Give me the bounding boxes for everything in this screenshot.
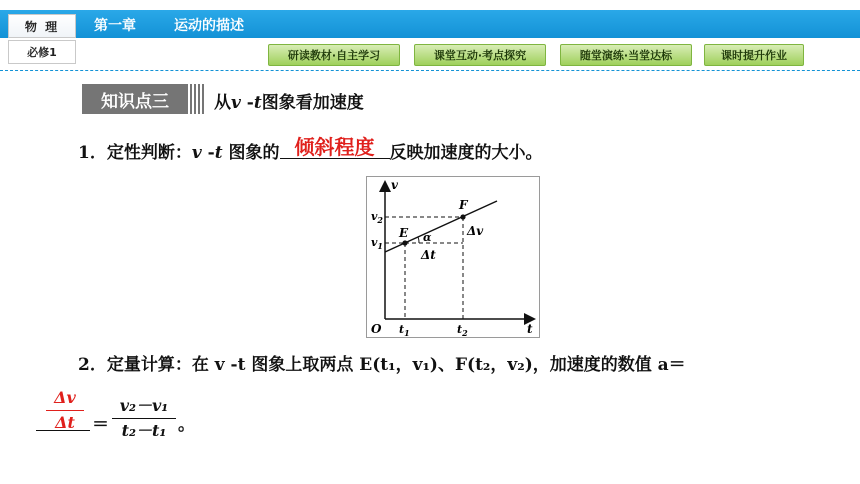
t1-label: $t_1$ xyxy=(399,323,410,337)
v1-label: $v_1$ xyxy=(371,236,383,251)
point-f xyxy=(460,214,465,219)
point-f-label: F xyxy=(459,198,468,212)
formula-period: 。 xyxy=(178,415,195,435)
quantitative-calculation: 2．定量计算：在 v -t 图象上取两点 E(t₁，v₁)、F(t₂，v₂)，加速度的数值 a＝ xyxy=(78,355,686,375)
chapter-label: 第一章 xyxy=(94,18,136,34)
v-t-graph-svg xyxy=(367,177,539,337)
point-e-label: E xyxy=(399,226,409,240)
chapter-title: 运动的描述 xyxy=(174,18,244,34)
equals-sign: ＝ xyxy=(92,415,109,435)
header-divider xyxy=(0,70,860,71)
tab-in-class-practice[interactable]: 随堂演练·当堂达标 xyxy=(560,44,692,66)
alpha-label: α xyxy=(423,231,432,244)
t-axis-label: t xyxy=(527,322,533,336)
delta-t-label: Δt xyxy=(421,248,436,262)
badge-bars-decoration xyxy=(190,84,204,114)
qualitative-judgment: 1．定性判断：v -t 图象的 倾斜程度 反映加速度的大小。 xyxy=(78,135,543,163)
t2-label: $t_2$ xyxy=(457,323,468,337)
v-t-graph xyxy=(366,176,540,338)
answer-blank-line xyxy=(36,430,90,431)
fill-blank-answer: 倾斜程度 xyxy=(280,136,390,159)
v-axis-label: v xyxy=(391,178,398,192)
v2-label: $v_2$ xyxy=(371,210,383,225)
delta-v-label: Δv xyxy=(467,224,484,238)
knowledge-point-badge: 知识点三 xyxy=(82,84,188,114)
origin-label: O xyxy=(371,322,382,336)
subject-label: 物 理 xyxy=(8,14,76,38)
answer-fraction: Δv Δt xyxy=(40,388,90,433)
formula-fraction: v₂－v₁ t₂－t₁ xyxy=(112,396,176,441)
point-e xyxy=(402,240,407,245)
book-label: 必修1 xyxy=(8,40,76,64)
angle-arc xyxy=(418,237,419,243)
tab-homework[interactable]: 课时提升作业 xyxy=(704,44,804,66)
tab-class-interaction[interactable]: 课堂互动·考点探究 xyxy=(414,44,546,66)
section-title: 从v -t图象看加速度 xyxy=(214,93,364,113)
tab-self-study[interactable]: 研读教材·自主学习 xyxy=(268,44,400,66)
